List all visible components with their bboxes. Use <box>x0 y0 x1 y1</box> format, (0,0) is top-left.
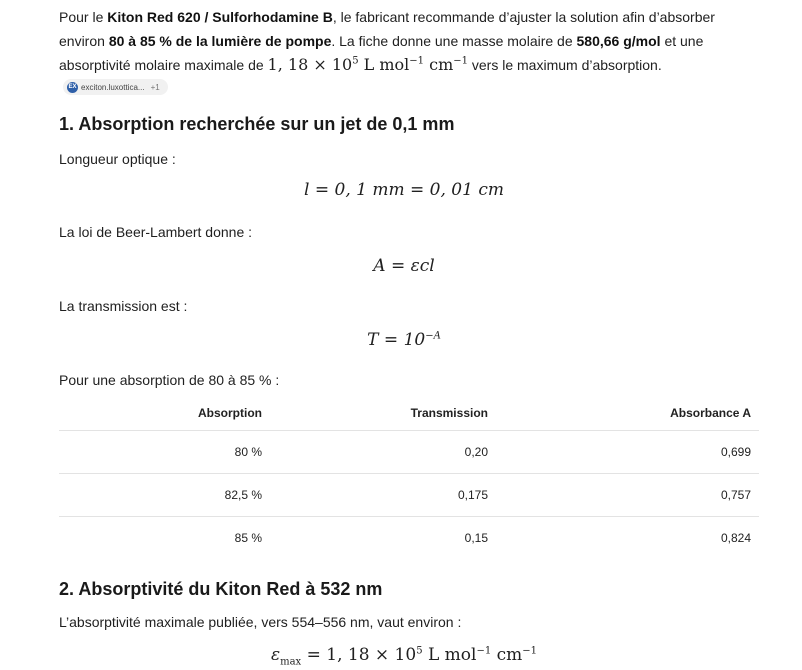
table-cell: 80 % <box>59 431 263 474</box>
equation-exponent: −A <box>425 330 441 342</box>
unit-exponent: −1 <box>476 645 492 657</box>
absorption-range-label: Pour une absorption de 80 à 85 % : <box>59 372 280 388</box>
equation-text: l = 0, 1 mm = 0, 01 cm <box>304 180 504 200</box>
path-label: Longueur optique : <box>59 151 176 167</box>
dye-name: Kiton Red 620 / Sulforhodamine B <box>107 9 333 25</box>
table-cell: 85 % <box>59 517 263 560</box>
equation-text: T = 10 <box>367 330 426 350</box>
table-header: Absorbance A <box>670 406 751 420</box>
unit-part: L mol <box>422 645 477 665</box>
absorption-target: 80 à 85 % de la lumière de pompe <box>108 33 332 49</box>
source-chip[interactable] <box>63 79 168 95</box>
unit-part: cm <box>491 645 523 665</box>
source-chip-label: exciton.luxottica... <box>81 82 145 92</box>
source-chip-count: +1 <box>150 82 160 92</box>
table-cell: 0,15 <box>263 517 489 560</box>
equation-exponent: 5 <box>416 645 423 657</box>
table-cell: 82,5 % <box>59 474 263 517</box>
equation-text: = 1, 18 × 10 <box>301 645 417 665</box>
unit-part: L mol <box>358 55 410 74</box>
unit-exponent: −1 <box>522 645 538 657</box>
beer-lambert-label: La loi de Beer-Lambert donne : <box>59 224 253 240</box>
table-header: Absorption <box>198 406 262 420</box>
table-row <box>59 431 759 474</box>
section-heading-2: 2. Absorptivité du Kiton Red à 532 nm <box>59 579 383 599</box>
unit-exponent: −1 <box>453 55 468 67</box>
table-cell: 0,175 <box>263 474 489 517</box>
table-cell: 0,699 <box>489 431 759 474</box>
table-header-row <box>59 396 759 431</box>
absorption-table <box>59 396 759 559</box>
equation-text: A = εcl <box>373 256 435 276</box>
source-favicon-icon: EX <box>67 82 78 93</box>
table-row <box>59 474 759 517</box>
absorptivity-formula <box>268 55 468 74</box>
equation-transmission <box>59 330 749 350</box>
table-cell: 0,20 <box>263 431 489 474</box>
intro-text: , le fabricant recommande d’ajuster la solution afin d’absorber environ <box>59 9 715 49</box>
intro-text: vers le maximum d’absorption. <box>468 57 662 73</box>
section-heading-1: 1. Absorption recherchée sur un jet de 0,1 mm <box>59 114 455 134</box>
unit-part: cm <box>424 55 454 74</box>
equation-subscript: max <box>280 656 302 668</box>
table-header: Transmission <box>410 406 488 420</box>
table-cell: 0,757 <box>489 474 759 517</box>
molar-mass: 580,66 g/mol <box>576 33 661 49</box>
intro-paragraph <box>59 5 749 77</box>
table-cell: 0,824 <box>489 517 759 560</box>
intro-text: Pour le <box>59 9 108 25</box>
unit-exponent: −1 <box>409 55 425 67</box>
transmission-label: La transmission est : <box>59 298 188 314</box>
intro-text: et une absorptivité molaire maximale de <box>59 33 704 73</box>
equation-path-length <box>59 180 749 200</box>
absorptivity-exponent: 5 <box>352 55 359 67</box>
equation-epsilon-max <box>59 645 749 667</box>
absorptivity-value: 1, 18 × 10 <box>267 55 353 74</box>
equation-symbol: ε <box>270 645 281 665</box>
intro-text: . La fiche donne une masse molaire de <box>331 33 577 49</box>
section2-text: L’absorptivité maximale publiée, vers 554–556 nm, vaut environ : <box>59 614 462 630</box>
equation-beer-lambert <box>59 256 749 276</box>
table-row <box>59 517 759 560</box>
